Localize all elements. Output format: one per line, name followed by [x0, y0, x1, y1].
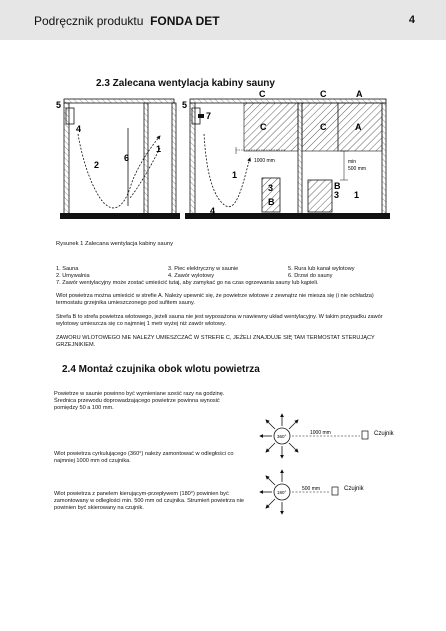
diagram-360-distance: 1000 mm [310, 430, 331, 436]
header-product-prefix: Podręcznik produktu [34, 14, 144, 28]
section-2-4-para-1: Powietrze w saunie powinno być wymieniane sześć razy na godzinę. Średnica przewodu doprowadzającego powietrze powinna wynosić pomiędzy 50 a 100 mm. [54, 391, 225, 411]
section-2-3-warning: ZAWORU WLOTOWEGO NIE NALEŻY UMIESZCZAĆ W STREFIE C, JEŻELI ZNAJDUJE SIĘ TAM TERMOSTAT STERUJĄCY GRZEJNIKIEM. [56, 335, 375, 348]
panel-2 [185, 99, 390, 219]
label-a-zone: A [355, 122, 362, 132]
label-c-zone-2: C [320, 122, 327, 132]
diagram-360-sensor: Czujnik [374, 431, 394, 437]
label-c-zone-1: C [260, 122, 267, 132]
dim-1000: 1000 mm [254, 158, 275, 164]
section-2-3-para-1: Wlot powietrza można umieścić w strefie A. Należy upewnić się, że powietrze wlotowe z zewnątrz nie miesza się (i nie ochładza) termostatu grzejnika umieszczonego pod sufitem sauny. [56, 293, 374, 306]
label-b-b: B [334, 181, 341, 191]
section-2-3-para-2: Strefa B to strefa powietrza wlotowego, jeżeli sauna nie jest wyposażona w nawiewny układ wentylacyjny. W takim przypadku zawór wylotowy umieszcza się co najmniej 1 metr wyżej niż zawór wlotowy. [56, 314, 383, 327]
label-5-b: 5 [182, 100, 188, 110]
label-1-a: 1 [156, 144, 162, 154]
label-a-top: A [356, 89, 363, 99]
label-b-a: B [268, 197, 275, 207]
legend-item-1: 1. Sauna [56, 266, 79, 272]
section-2-3-title: 2.3 Zalecana wentylacja kabiny sauny [96, 78, 275, 89]
label-4-b: 4 [210, 206, 216, 216]
diagram-180 [260, 470, 365, 514]
label-3-a: 3 [268, 183, 274, 193]
label-c-top-2: C [320, 89, 327, 99]
diagram-360-angle: 360° [277, 434, 287, 439]
legend-item-3: 3. Piec elektryczny w saunie [168, 266, 239, 272]
section-2-4-title: 2.4 Montaż czujnika obok wlotu powietrza [62, 364, 260, 375]
header-title [34, 14, 220, 28]
dim-500: 500 mm [348, 166, 367, 172]
diagram-180-angle: 180° [277, 490, 287, 495]
page-header [0, 0, 446, 40]
header-product-name: FONDA DET [150, 14, 220, 28]
label-c-top-1: C [259, 89, 266, 99]
ventilation-figure [0, 88, 446, 238]
diagram-180-sensor: Czujnik [344, 486, 364, 492]
label-5-a: 5 [56, 100, 62, 110]
figure-caption: Rysunek 1 Zalecana wentylacja kabiny sauny [56, 241, 173, 247]
legend-item-6: 6. Drzwi do sauny [288, 273, 333, 279]
section-2-4-para-3: Wlot powietrza z panelem kierującym-przepływem (180°) powinien być zamontowany w odległości min. 500 mm od czujnika. Strumień powietrza nie powinien być skierowany na czujnik. [54, 491, 244, 511]
diagram-360 [260, 414, 395, 458]
label-7: 7 [206, 111, 212, 121]
legend-item-2: 2. Umywalnia [56, 273, 90, 279]
label-3-b: 3 [334, 190, 340, 200]
label-1-c: 1 [354, 190, 360, 200]
label-2: 2 [94, 160, 100, 170]
section-2-4-para-2: Wlot powietrza cyrkulującego (360°) należy zamontować w odległości co najmniej 1000 mm od czujnika. [54, 451, 234, 464]
label-1-b: 1 [232, 170, 238, 180]
dim-min: min [348, 159, 357, 165]
page-number: 4 [408, 14, 415, 26]
legend-item-7: 7. Zawór wentylacyjny może zostać umieścić tutaj, aby zamykać go na czas ogrzewania sauny lub kąpieli. [56, 280, 319, 286]
label-6: 6 [124, 153, 130, 163]
label-4-a: 4 [76, 124, 82, 134]
sensor-diagrams [246, 380, 446, 520]
legend-item-4: 4. Zawór wylotowy [168, 273, 215, 279]
legend-item-5: 5. Rura lub kanał wylotowy [288, 266, 355, 272]
panel-1 [60, 99, 180, 219]
diagram-180-distance: 500 mm [302, 486, 321, 492]
